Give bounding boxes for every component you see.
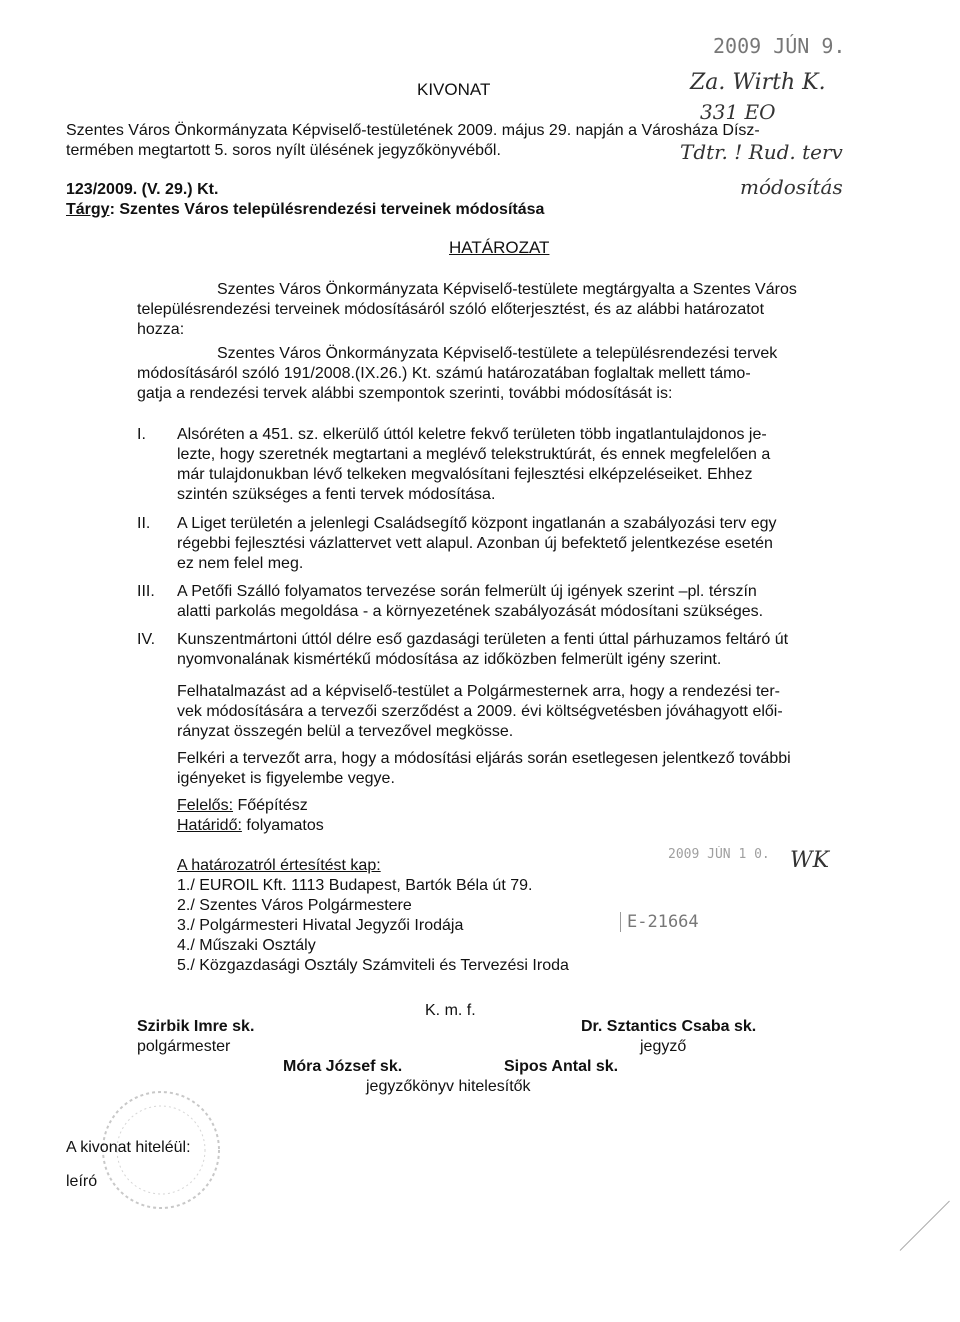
item-2-number: II.: [137, 515, 151, 532]
auth-line-2: vek módosítására a tervezői szerződést a 2009. évi költségvetésben jóváhagyott elői-: [177, 703, 783, 720]
certify-line-1: A kivonat hiteléül:: [66, 1139, 191, 1156]
handwritten-note-2: 331 EO: [700, 100, 776, 124]
request-line-2: igényeket is figyelembe vegye.: [177, 770, 395, 787]
responsible-value: Főépítész: [233, 797, 308, 814]
deadline-label: Határidő:: [177, 817, 242, 834]
notary-name: Dr. Sztantics Csaba sk.: [581, 1018, 757, 1035]
deadline-line: [177, 817, 324, 835]
kmf: K. m. f.: [425, 1002, 476, 1019]
document-title: KIVONAT: [417, 80, 491, 99]
notify-item-2: 2./ Szentes Város Polgármestere: [177, 897, 412, 914]
item-2-line-3: ez nem felel meg.: [177, 555, 304, 572]
certify-line-2: leíró: [66, 1173, 98, 1190]
notify-item-5: 5./ Közgazdasági Osztály Számviteli és Tervezési Iroda: [177, 957, 569, 974]
subject-text: : Szentes Város településrendezési terveinek módosítása: [109, 201, 545, 218]
subject-label: Tárgy: [66, 201, 110, 218]
received-date-stamp: 2009 JÚN 9.: [713, 34, 846, 58]
notify-item-3: 3./ Polgármesteri Hivatal Jegyzői Irodája: [177, 917, 464, 934]
notary-title: jegyző: [640, 1038, 687, 1055]
registry-number-stamp: E-21664: [620, 912, 699, 932]
item-1-line-1: Alsóréten a 451. sz. elkerülő úttól keletre fekvő területen több ingatlantulajdonos je-: [177, 426, 767, 443]
para2-line-1: Szentes Város Önkormányzata Képviselő-testülete a településrendezési tervek: [217, 345, 778, 362]
item-1-line-2: lezte, hogy szeretnék megtartani a meglévő telekstruktúrát, és ennek megfelelően a: [177, 446, 771, 463]
item-3-number: III.: [137, 583, 155, 600]
item-4-line-2: nyomvonalának kismértékű módosítása az időközben felmerült igény szerint.: [177, 651, 722, 668]
handwritten-note-4: módosítás: [740, 175, 843, 199]
item-3-line-2: alatti parkolás megoldása - a környezetének szabályozását módosítani szükséges.: [177, 603, 764, 620]
received-stamp-date: 2009 JÚN 1 0.: [668, 847, 770, 862]
item-3-line-1: A Petőfi Szálló folyamatos tervezése során felmerült új igények szerint –pl. térszín: [177, 583, 757, 600]
deadline-value: folyamatos: [241, 817, 324, 834]
para1-line-3: hozza:: [137, 321, 185, 338]
authenticator-2-name: Sipos Antal sk.: [504, 1058, 619, 1075]
corner-mark: [900, 1201, 950, 1251]
item-2-line-1: A Liget területén a jelenlegi Családsegítő központ ingatlanán a szabályozási terv egy: [177, 515, 777, 532]
handwritten-note-3: Tdtr. ! Rud. terv: [680, 140, 843, 164]
responsible-label: Felelős:: [177, 797, 234, 814]
item-4-line-1: Kunszentmártoni úttól délre eső gazdasági területen a fenti úttal párhuzamos feltáró út: [177, 631, 789, 648]
request-line-1: Felkéri a tervezőt arra, hogy a módosítási eljárás során esetlegesen jelentkező további: [177, 750, 791, 767]
para1-line-2: településrendezési terveinek módosításáról szóló előterjesztést, és az alábbi határozatot: [137, 301, 765, 318]
mayor-title: polgármester: [137, 1038, 231, 1055]
notify-item-1: 1./ EUROIL Kft. 1113 Budapest, Bartók Béla út 79.: [177, 877, 533, 894]
para1-line-1: Szentes Város Önkormányzata Képviselő-testülete megtárgyalta a Szentes Város: [217, 281, 797, 298]
responsible-line: [177, 797, 308, 815]
authenticators-title: jegyzőkönyv hitelesítők: [366, 1078, 531, 1095]
item-1-line-4: szintén szükséges a fenti tervek módosítása.: [177, 486, 496, 503]
mayor-name: Szirbik Imre sk.: [137, 1018, 255, 1035]
item-1-line-3: már tulajdonukban lévő telkeken megvalósítani fejlesztési elképzeléseiket. Ehhez: [177, 466, 753, 483]
item-2-line-2: régebbi fejlesztési vázlattervet vett alapul. Azonban új befektető jelentkezése esetén: [177, 535, 773, 552]
subject-line: [66, 201, 544, 219]
item-1-number: I.: [137, 426, 146, 443]
notify-item-4: 4./ Műszaki Osztály: [177, 937, 316, 954]
notify-heading: A határozatról értesítést kap:: [177, 857, 381, 874]
handwritten-note-1: Za. Wirth K.: [690, 70, 826, 95]
item-4-number: IV.: [137, 631, 156, 648]
para2-line-3: gatja a rendezési tervek alábbi szempontok szerinti, további módosítását is:: [137, 385, 673, 402]
auth-line-1: Felhatalmazást ad a képviselő-testület a Polgármesternek arra, hogy a rendezési ter-: [177, 683, 780, 700]
auth-line-3: rányzat összegén belül a tervezővel megkösse.: [177, 723, 514, 740]
intro-line-1: Szentes Város Önkormányzata Képviselő-testületének 2009. május 29. napján a Városháza Dísz-: [66, 122, 760, 139]
received-stamp-initials: WK: [790, 848, 830, 873]
para2-line-2: módosításáról szóló 191/2008.(IX.26.) Kt. számú határozatában foglaltak mellett támo-: [137, 365, 751, 382]
intro-line-2: termében megtartott 5. soros nyílt ülésének jegyzőkönyvéből.: [66, 142, 501, 159]
resolution-number: 123/2009. (V. 29.) Kt.: [66, 181, 219, 198]
decision-heading: HATÁROZAT: [449, 238, 550, 257]
authenticator-1-name: Móra József sk.: [283, 1058, 403, 1075]
